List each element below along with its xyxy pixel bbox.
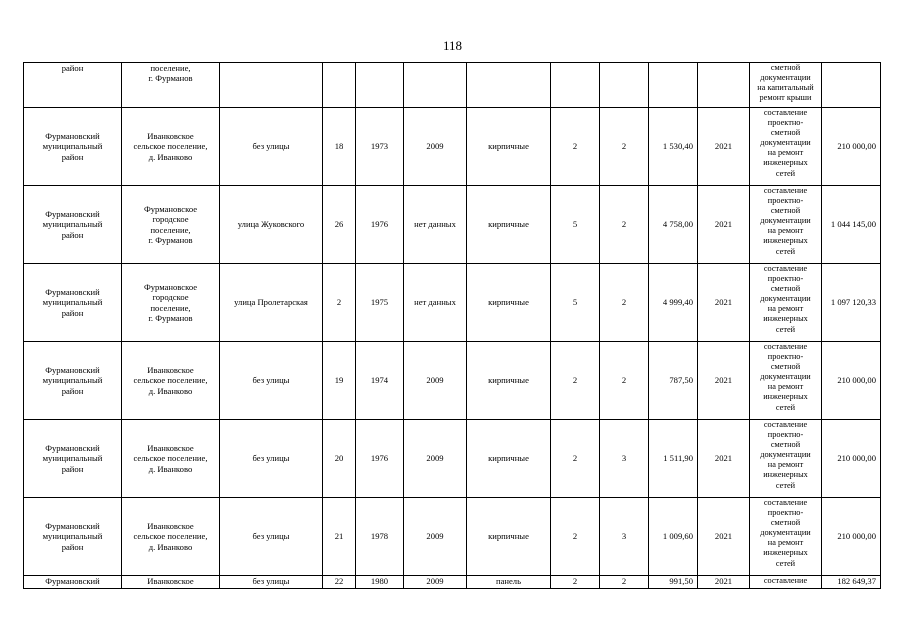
entrances-cell: 3	[600, 420, 649, 498]
street-cell: без улицы	[220, 108, 323, 186]
floors-cell: 2	[551, 108, 600, 186]
cost-cell: 210 000,00	[822, 342, 881, 420]
wall-material-cell: кирпичные	[467, 186, 551, 264]
cost-cell: 210 000,00	[822, 420, 881, 498]
work-type-cell: составление проектно- сметной документации на ремонт инженерных сетей	[750, 498, 822, 576]
year-built-cell: 1974	[356, 342, 404, 420]
privatization-year-cell: 2009	[404, 498, 467, 576]
floors-cell: 2	[551, 342, 600, 420]
housing-repair-table	[23, 62, 881, 589]
work-type-cell: составление проектно- сметной документации на ремонт инженерных сетей	[750, 420, 822, 498]
year-built-cell	[356, 63, 404, 108]
entrances-cell: 3	[600, 498, 649, 576]
table-row	[24, 420, 881, 498]
year-built-cell: 1980	[356, 576, 404, 589]
entrances-cell: 2	[600, 108, 649, 186]
district-cell: Фурмановский муниципальный район	[24, 498, 122, 576]
settlement-cell: Фурмановское городское поселение, г. Фурманов	[122, 186, 220, 264]
work-type-cell: составление проектно- сметной документации на ремонт инженерных сетей	[750, 264, 822, 342]
table-row	[24, 264, 881, 342]
house-number-cell: 20	[323, 420, 356, 498]
privatization-year-cell: 2009	[404, 342, 467, 420]
repair-year-cell: 2021	[698, 420, 750, 498]
street-cell: без улицы	[220, 342, 323, 420]
year-built-cell: 1978	[356, 498, 404, 576]
street-cell: без улицы	[220, 576, 323, 589]
repair-year-cell	[698, 63, 750, 108]
privatization-year-cell: 2009	[404, 420, 467, 498]
wall-material-cell: кирпичные	[467, 264, 551, 342]
entrances-cell: 2	[600, 576, 649, 589]
house-number-cell: 26	[323, 186, 356, 264]
wall-material-cell	[467, 63, 551, 108]
repair-year-cell: 2021	[698, 498, 750, 576]
district-cell: Фурмановский муниципальный район	[24, 420, 122, 498]
repair-year-cell: 2021	[698, 264, 750, 342]
year-built-cell: 1973	[356, 108, 404, 186]
settlement-cell: Иванковское сельское поселение, д. Иванково	[122, 498, 220, 576]
privatization-year-cell: нет данных	[404, 264, 467, 342]
area-cell: 4 758,00	[649, 186, 698, 264]
repair-year-cell: 2021	[698, 108, 750, 186]
entrances-cell: 2	[600, 342, 649, 420]
district-cell: Фурмановский муниципальный район	[24, 264, 122, 342]
cost-cell: 1 044 145,00	[822, 186, 881, 264]
wall-material-cell: кирпичные	[467, 342, 551, 420]
work-type-cell: сметной документации на капитальный ремонт крыши	[750, 63, 822, 108]
district-cell: Фурмановский муниципальный район	[24, 186, 122, 264]
work-type-cell: составление проектно- сметной документации на ремонт инженерных сетей	[750, 108, 822, 186]
house-number-cell	[323, 63, 356, 108]
settlement-cell: Иванковское сельское поселение, д. Иванково	[122, 108, 220, 186]
table-row	[24, 63, 881, 108]
floors-cell: 2	[551, 576, 600, 589]
cost-cell: 1 097 120,33	[822, 264, 881, 342]
house-number-cell: 19	[323, 342, 356, 420]
cost-cell	[822, 63, 881, 108]
area-cell	[649, 63, 698, 108]
cost-cell: 210 000,00	[822, 108, 881, 186]
wall-material-cell: кирпичные	[467, 420, 551, 498]
district-cell: район	[24, 63, 122, 108]
page-number: 118	[442, 38, 463, 53]
table-row	[24, 342, 881, 420]
house-number-cell: 21	[323, 498, 356, 576]
floors-cell	[551, 63, 600, 108]
year-built-cell: 1976	[356, 186, 404, 264]
settlement-cell: Иванковское сельское поселение, д. Иванково	[122, 342, 220, 420]
repair-year-cell: 2021	[698, 186, 750, 264]
wall-material-cell: кирпичные	[467, 498, 551, 576]
cost-cell: 210 000,00	[822, 498, 881, 576]
work-type-cell: составление проектно- сметной документации на ремонт инженерных сетей	[750, 186, 822, 264]
settlement-cell: Фурмановское городское поселение, г. Фурманов	[122, 264, 220, 342]
repair-year-cell: 2021	[698, 342, 750, 420]
street-cell: улица Пролетарская	[220, 264, 323, 342]
floors-cell: 2	[551, 498, 600, 576]
floors-cell: 5	[551, 264, 600, 342]
entrances-cell: 2	[600, 186, 649, 264]
area-cell: 1 009,60	[649, 498, 698, 576]
floors-cell: 5	[551, 186, 600, 264]
privatization-year-cell: 2009	[404, 576, 467, 589]
table-row	[24, 576, 881, 589]
district-cell: Фурмановский	[24, 576, 122, 589]
year-built-cell: 1975	[356, 264, 404, 342]
year-built-cell: 1976	[356, 420, 404, 498]
settlement-cell: поселение, г. Фурманов	[122, 63, 220, 108]
work-type-cell: составление проектно- сметной документации на ремонт инженерных сетей	[750, 342, 822, 420]
house-number-cell: 2	[323, 264, 356, 342]
entrances-cell: 2	[600, 264, 649, 342]
street-cell: без улицы	[220, 420, 323, 498]
wall-material-cell: кирпичные	[467, 108, 551, 186]
area-cell: 991,50	[649, 576, 698, 589]
privatization-year-cell	[404, 63, 467, 108]
table-row	[24, 498, 881, 576]
repair-year-cell: 2021	[698, 576, 750, 589]
privatization-year-cell: 2009	[404, 108, 467, 186]
entrances-cell	[600, 63, 649, 108]
work-type-cell: составление	[750, 576, 822, 589]
floors-cell: 2	[551, 420, 600, 498]
privatization-year-cell: нет данных	[404, 186, 467, 264]
table-row	[24, 186, 881, 264]
district-cell: Фурмановский муниципальный район	[24, 108, 122, 186]
wall-material-cell: панель	[467, 576, 551, 589]
table-row	[24, 108, 881, 186]
settlement-cell: Иванковское сельское поселение, д. Иванково	[122, 420, 220, 498]
settlement-cell: Иванковское	[122, 576, 220, 589]
area-cell: 4 999,40	[649, 264, 698, 342]
street-cell: улица Жуковского	[220, 186, 323, 264]
area-cell: 1 511,90	[649, 420, 698, 498]
area-cell: 1 530,40	[649, 108, 698, 186]
district-cell: Фурмановский муниципальный район	[24, 342, 122, 420]
house-number-cell: 22	[323, 576, 356, 589]
street-cell	[220, 63, 323, 108]
area-cell: 787,50	[649, 342, 698, 420]
house-number-cell: 18	[323, 108, 356, 186]
street-cell: без улицы	[220, 498, 323, 576]
cost-cell: 182 649,37	[822, 576, 881, 589]
